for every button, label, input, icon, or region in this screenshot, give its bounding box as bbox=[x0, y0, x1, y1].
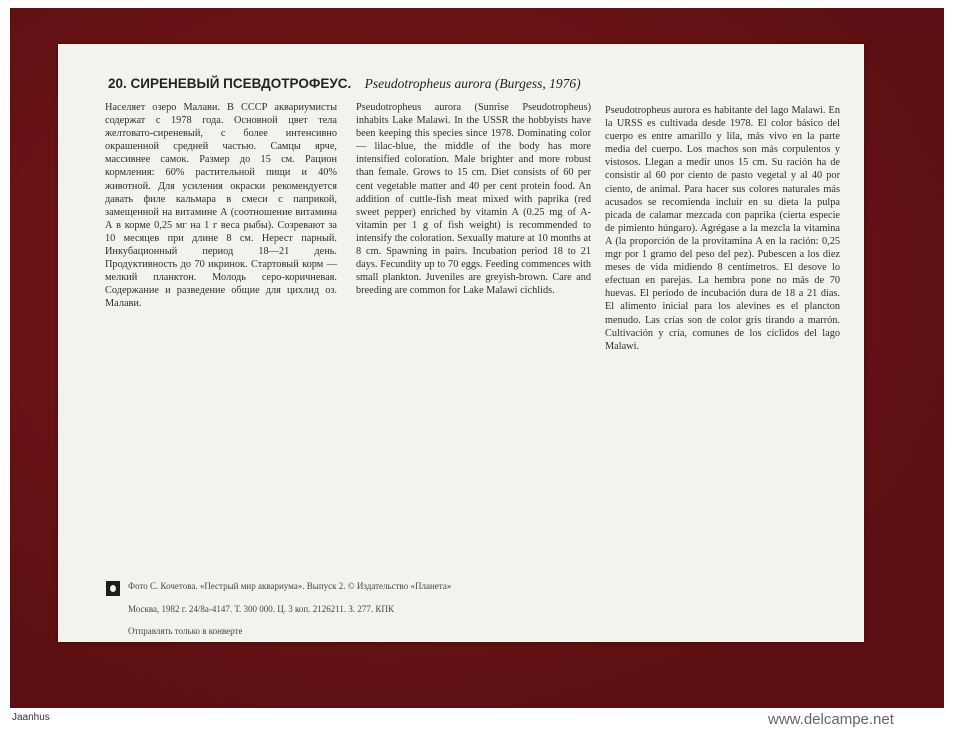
description-english: Pseudotropheus aurora (Sunrise Pseudotropheus) inhabits Lake Malawi. In the USSR the hobbyists have been keeping this species since 1978. Dominating color — lilac-blue, the middle of the body has more intensified coloration. Male brighter and more robust than female. Grows to 15 cm. Diet consists of 60 per cent vegetable matter and 40 per cent protein food. An addition of cuttle-fish meat mixed with paprika (red sweet pepper) enriched by vitamin A (0.25 mg of A-vitamin per 1 g of fish weight) is recommended to intensify the coloration. Sexually mature at 10 months at 8 cm. Spawning in pairs. Incubation period 18 to 21 days. Fecundity up to 70 eggs. Feeding commences with small plankton. Juveniles are greyish-brown. Care and breeding are common for Lake Malawi cichlids. bbox=[356, 102, 591, 297]
title-latin: Pseudotropheus aurora (Burgess, 1976) bbox=[364, 76, 581, 91]
credits-line-2: Москва, 1982 г. 24/8а-4147. Т. 300 000. Ц. 3 коп. 2126211. З. 277. КПК bbox=[128, 603, 394, 614]
description-russian: Населяет озеро Малави. В СССР аквариумисты содержат с 1978 года. Основной цвет тела желтовато-сиреневый, с более интенсивно окрашенной средней частью. Самцы ярче, массивнее самок. Размер до 15 см. Рацион кормления: 60% растительной пищи и 40% животной. Для усиления окраски рекомендуется давать филе кальмара в смеси с паприкой, замещенной на витамине А (соотношение витамина А в корме 0,25 мг на 1 г веса рыбы). Созревают за 10 месяцев при длине 8 см. Нерест парный. Инкубационный период 18—21 день. Продуктивность до 70 икринок. Стартовый корм — мелкий планктон. Молодь серо-коричневая. Содержание и разведение общие для цихлид оз. Малави. bbox=[105, 102, 337, 310]
publisher-logo-icon bbox=[106, 581, 120, 596]
postcard bbox=[58, 44, 864, 642]
card-title bbox=[108, 76, 808, 92]
description-spanish: Pseudotropheus aurora es habitante del lago Malawi. En la URSS es cultivada desde 1978. El color básico del cuerpo es entre amarillo y lila, más vivo en la parte media del cuerpo. Los machos son más corpulentos y vistosos. Llegan a medir unos 15 cm. Su ración ha de consistir al 60 por ciento de pasto vegetal y al 40 por ciento, de animal. Para hacer sus colores naturales más acusados se recomienda incluir en su dieta la pulpa picada de calamar mezcada con paprika (cierta especie de pimiento húngaro). Agrégase a la mezcla la vitamina A (la proporción de la provitamina A en la ración: 0,25 mgr por 1 gramo del peso del pez). Pubescen a los diez meses de vida midiendo 8 centímetros. El desove lo efectuan en parejas. La hembra pone no más de 70 huevas. El período de incubación dura de 18 a 21 días. El alimento inicial para los alevines es el plancton menudo. Las crías son de color gris tirando a marrón. Cultivación y cría, comunes de los cíclidos del lago Malawi. bbox=[605, 105, 840, 352]
title-russian: 20. СИРЕНЕВЫЙ ПСЕВДОТРОФЕУС. bbox=[108, 76, 352, 91]
credits-line-3: Отправлять только в конверте bbox=[128, 626, 243, 637]
publisher-credits bbox=[106, 570, 626, 637]
credits-line-1: Фото С. Кочетова. «Пестрый мир аквариума». Выпуск 2. © Издательство «Планета» bbox=[128, 581, 452, 592]
watermark-site: www.delcampe.net bbox=[768, 711, 894, 728]
watermark-seller: Jaanhus bbox=[12, 712, 50, 723]
